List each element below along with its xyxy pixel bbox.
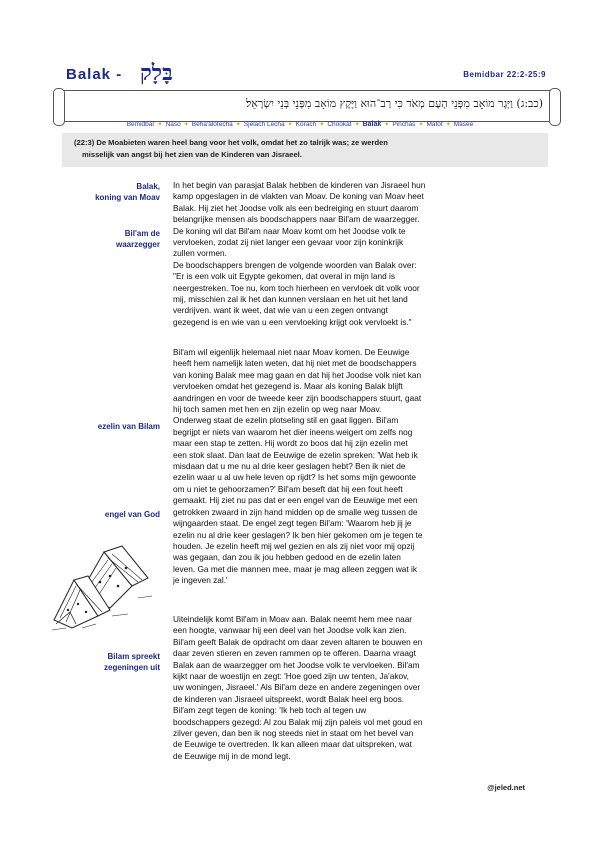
page-title: Balak - xyxy=(66,66,123,83)
paragraph-line: "Er is een volk uit Egypte gekomen, dat overal in mijn land is xyxy=(173,271,396,282)
sidebar-label-line: ezelin van Bilam xyxy=(97,422,160,431)
paragraph-line: getrokken zwaard in zijn hand midden op de smalle weg tussen de xyxy=(173,506,418,517)
paragraph-line: Balak aan de waarzegger om het Joodse volk te vervloeken. Bil'am xyxy=(173,659,420,670)
paragraph-line: Uiteindelijk komt Bil'am in Moav aan. Balak neemt hem mee naar xyxy=(173,614,413,624)
nav-item-balak[interactable]: Balak xyxy=(362,121,382,128)
paragraph-line: De koning wil dat Bil'am naar Moav komt om het Joodse volk te xyxy=(173,225,406,236)
paragraph-line: Onderweg staat de ezelin plotseling stil en gaat liggen. Bil'am xyxy=(173,415,399,426)
tents-illustration-icon xyxy=(52,524,172,634)
sidebar-label-line: Bilam spreekt xyxy=(107,652,160,661)
nav-separator-icon: ✦ xyxy=(445,122,451,128)
sidebar-label-line: Bil'am de xyxy=(124,229,160,238)
paragraph-line: hij toch samen met hen en zijn ezelin op weg naar Moav. xyxy=(173,404,382,415)
sidebar-label-bilam xyxy=(116,228,160,250)
nav-item-masee[interactable]: Masee xyxy=(453,121,474,128)
verse-translation xyxy=(74,137,536,160)
paragraph-line: In het begin van parasjat Balak hebben de kinderen van Jisraeel hun xyxy=(173,180,426,190)
body-paragraph-2 xyxy=(173,347,548,587)
paragraph-line: zilver geven, dan ben ik nog steeds niet in staat om het bevel van xyxy=(173,728,414,739)
paragraph-line: Balak. Hij ziet het Joodse volk als een bedreiging en stuurt daarom xyxy=(173,202,419,213)
paragraph-line: was gegaan, dan zou ik jou hebben gedood en de ezelin laten xyxy=(173,552,401,563)
paragraph-line: wijngaarden staat. De engel zegt tegen Bil'am: 'Waarom heb jij je xyxy=(173,518,412,529)
paragraph-line: Bil'am wil eigenlijk helemaal niet naar Moav komen. De Eeuwige xyxy=(173,347,410,357)
paragraph-line: verdrijven. want ik weet, dat wie van u een zegen ontvangt xyxy=(173,305,388,316)
paragraph-line: zullen vormen. xyxy=(173,248,227,259)
nav-separator-icon: ✦ xyxy=(354,122,360,128)
bible-reference: Bemidbar 22:2-25:9 xyxy=(463,70,546,79)
nav-item-matot[interactable]: Matot xyxy=(426,121,443,128)
paragraph-line: De boodschappers brengen de volgende woorden van Balak over: xyxy=(173,259,417,270)
footer-site: @jeled.net xyxy=(487,783,525,792)
paragraph-line: daar zeven stieren en zeven rammen op te offeren. Daarna vraagt xyxy=(173,648,416,659)
sidebar-label-line: Balak, xyxy=(136,182,160,191)
paragraph-line: ezelin waar u al uw hele leven op rijdt? Is het soms mijn gewoonte xyxy=(173,472,417,483)
paragraph-line: maar een stap te zetten. Hij wordt zo boos dat hij zijn ezelin met xyxy=(173,438,408,449)
sidebar-label-line: engel van God xyxy=(104,510,160,519)
paragraph-line: leven. Ga met die mannen mee, maar je mag alleen zeggen wat ik xyxy=(173,563,417,574)
sidebar-label-line: waarzegger xyxy=(115,240,160,249)
scroll-roll-right-icon xyxy=(549,88,561,126)
nav-item-sjelach-lecha[interactable]: Sjelach Lecha xyxy=(243,121,285,128)
paragraph-line: neergestreken. Toe nu, kom toch hierheen en vervloek dit volk voor xyxy=(173,282,420,293)
nav-separator-icon: ✦ xyxy=(418,122,424,128)
paragraph-line: om u niet te gehoorzamen?' Bil'am beseft dat hij een fout heeft xyxy=(173,483,403,494)
paragraph-line: gemaakt. Hij ziet nu pas dat er een engel van de Eeuwige met een xyxy=(173,495,418,506)
title-row xyxy=(66,62,546,88)
paragraph-line: heeft hem namelijk laten weten, dat hij niet met de boodschappers xyxy=(173,358,417,369)
paragraph-line: begrijpt er niets van waarom het dier ineens weigert om zelfs nog xyxy=(173,426,413,437)
paragraph-line: je ingeven zal.' xyxy=(173,575,228,586)
paragraph-line: vervloeken omdat het gezegend is. Maar als koning Balak blijft xyxy=(173,381,403,392)
paragraph-line: houden. Je ezelin heeft mij wel gezien en als zij niet voor mij opzij xyxy=(173,540,415,551)
paragraph-line: de kinderen van Jisraeel uitspreekt, wordt Balak heel erg boos. xyxy=(173,693,405,704)
torah-scroll-banner xyxy=(58,90,556,122)
paragraph-line: kijkt naar de woestijn en zegt: 'Hoe goed zijn uw tenten, Ja'akov, xyxy=(173,671,409,682)
body-paragraph-3 xyxy=(173,614,548,762)
verse-translation-line: (22:3) De Moabieten waren heel bang voor het volk, omdat het zo talrijk was; ze werden xyxy=(74,138,388,147)
paragraph-line: van koning Balak mee mag gaan en dat hij het Joodse volk niet kan xyxy=(173,369,422,380)
body-paragraph-1 xyxy=(173,180,548,328)
paragraph-line: boodschappers gezegd: Al zou Balak mij zijn paleis vol met goud en xyxy=(173,716,423,727)
paragraph-line: vervloeken, zodat zij niet langer een gevaar voor zijn koninkrijk xyxy=(173,237,404,248)
nav-separator-icon: ✦ xyxy=(287,122,293,128)
paragraph-line: Bil'am geeft Balak de opdracht om daar zeven altaren te bouwen en xyxy=(173,636,423,647)
nav-item-korach[interactable]: Korach xyxy=(295,121,317,128)
paragraph-line: een hoogte, vanwaar hij een deel van het Joodse volk kan zien. xyxy=(173,625,407,636)
paragraph-line: de Eeuwige mij in de mond legt. xyxy=(173,750,291,761)
nav-separator-icon: ✦ xyxy=(235,122,241,128)
page-title-hebrew: בָּלָק xyxy=(140,60,173,86)
paragraph-line: mij, misschien zal ik het dan kunnen verslaan en het uit het land xyxy=(173,294,408,305)
nav-item-bemidbar[interactable]: Bemidbar xyxy=(126,121,155,128)
paragraph-line: misdaan dat u me nu al drie keer geslagen hebt? Ben ik niet de xyxy=(173,461,406,472)
sidebar-label-engel xyxy=(105,509,160,520)
paragraph-line: kamp opgeslagen in de vlakten van Moav. De koning van Moav heet xyxy=(173,191,424,202)
sidebar-label-line: zegeningen uit xyxy=(104,663,160,672)
nav-separator-icon: ✦ xyxy=(183,122,189,128)
hebrew-verse: (כב:ג) וַיָּגָר מוֹאָב מִפְּנֵי הָעָם מְאֹד כִּי רַב־הוּא וַיָּקָץ מוֹאָב מִפְּנֵי בְּנֵי יִשְׂרָאֵל׃ xyxy=(246,97,543,110)
nav-item-beha-alotecha[interactable]: Beha'alotecha xyxy=(191,121,233,128)
paragraph-line: ezelin nu al drie keer geslagen? Ik ben hier gekomen om je tegen te xyxy=(173,529,423,540)
nav-separator-icon: ✦ xyxy=(319,122,325,128)
nav-item-pinchas[interactable]: Pinchas xyxy=(392,121,416,128)
sidebar-label-ezelin xyxy=(98,421,160,432)
paragraph-line: uw woningen, Jisraeel.' Als Bil'am deze en andere zegeningen over xyxy=(173,682,421,693)
sidebar-label-line: koning van Moav xyxy=(95,193,160,202)
paragraph-line: een stok slaat. Dan laat de Eeuwige de ezelin spreken: 'Wat heb ik xyxy=(173,449,418,460)
paragraph-line: de Eeuwige te overtreden. Ik kan alleen maar dat uitspreken, wat xyxy=(173,739,412,750)
paragraph-line: gezegend is en wie van u een vervloeking krijgt ook vervloekt is." xyxy=(173,316,412,327)
parasha-navigation xyxy=(70,121,530,128)
paragraph-line: Bil'am zegt tegen de koning: 'Ik heb toch al tegen uw xyxy=(173,705,367,716)
paragraph-line: belangrijke mensen als boodschappers naar Bil'am de waarzegger. xyxy=(173,214,420,225)
scroll-roll-left-icon xyxy=(53,88,65,126)
verse-translation-line: misselijk van angst bij het zien van de Kinderen van Jisraeel. xyxy=(82,149,302,159)
paragraph-line: aandringen en voor de tweede keer zijn boodschappers stuurt, gaat xyxy=(173,392,422,403)
nav-separator-icon: ✦ xyxy=(384,122,390,128)
nav-item-chookat[interactable]: Chookat xyxy=(327,121,352,128)
nav-item-naso[interactable]: Naso xyxy=(165,121,181,128)
nav-separator-icon: ✦ xyxy=(157,122,163,128)
sidebar-label-balak xyxy=(95,181,160,203)
sidebar-label-zegeningen xyxy=(104,651,160,673)
